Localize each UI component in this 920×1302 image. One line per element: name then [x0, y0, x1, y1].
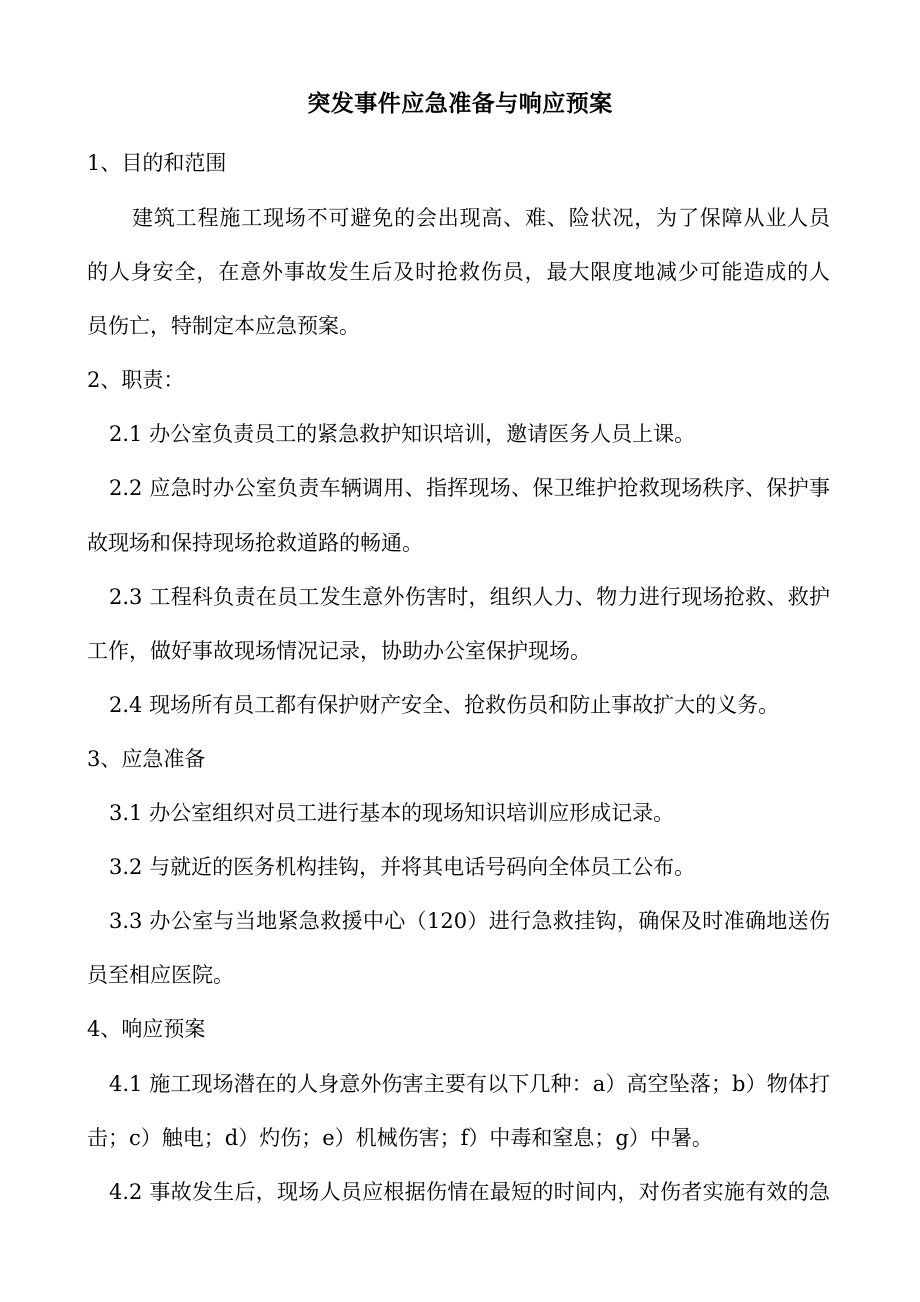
paragraph-line: 的人身安全，在意外事故发生后及时抢救伤员，最大限度地减少可能造成的人	[87, 260, 830, 284]
clause-3-2: 3.2 与就近的医务机构挂钩，并将其电话号码向全体员工公布。	[109, 855, 696, 879]
clause-2-2-cont: 故现场和保持现场抢救道路的畅通。	[87, 531, 423, 555]
document-title: 突发事件应急准备与响应预案	[307, 90, 613, 117]
section-heading-3: 3、应急准备	[87, 747, 206, 771]
clause-2-2: 2.2 应急时办公室负责车辆调用、指挥现场、保卫维护抢救现场秩序、保护事	[109, 476, 830, 500]
section-heading-2: 2、职责：	[87, 368, 185, 392]
clause-4-2: 4.2 事故发生后，现场人员应根据伤情在最短的时间内，对伤者实施有效的急	[109, 1180, 830, 1204]
clause-3-1: 3.1 办公室组织对员工进行基本的现场知识培训应形成记录。	[109, 801, 675, 825]
paragraph-line: 建筑工程施工现场不可避免的会出现高、难、险状况，为了保障从业人员	[132, 206, 830, 230]
clause-2-1: 2.1 办公室负责员工的紧急救护知识培训，邀请医务人员上课。	[109, 422, 696, 446]
clause-4-1: 4.1 施工现场潜在的人身意外伤害主要有以下几种：a）高空坠落；b）物体打	[109, 1072, 830, 1096]
paragraph-line: 员伤亡，特制定本应急预案。	[87, 314, 360, 338]
section-heading-4: 4、响应预案	[87, 1017, 206, 1041]
section-heading-1: 1、目的和范围	[87, 151, 227, 175]
clause-2-4: 2.4 现场所有员工都有保护财产安全、抢救伤员和防止事故扩大的义务。	[109, 693, 780, 717]
clause-3-3: 3.3 办公室与当地紧急救援中心（120）进行急救挂钩，确保及时准确地送伤	[109, 909, 830, 933]
clause-2-3: 2.3 工程科负责在员工发生意外伤害时，组织人力、物力进行现场抢救、救护	[109, 585, 830, 609]
clause-3-3-cont: 员至相应医院。	[87, 963, 234, 987]
clause-2-3-cont: 工作，做好事故现场情况记录，协助办公室保护现场。	[87, 639, 591, 663]
clause-4-1-cont: 击；c）触电；d）灼伤；e）机械伤害；f）中毒和窒息；g）中暑。	[87, 1126, 713, 1150]
